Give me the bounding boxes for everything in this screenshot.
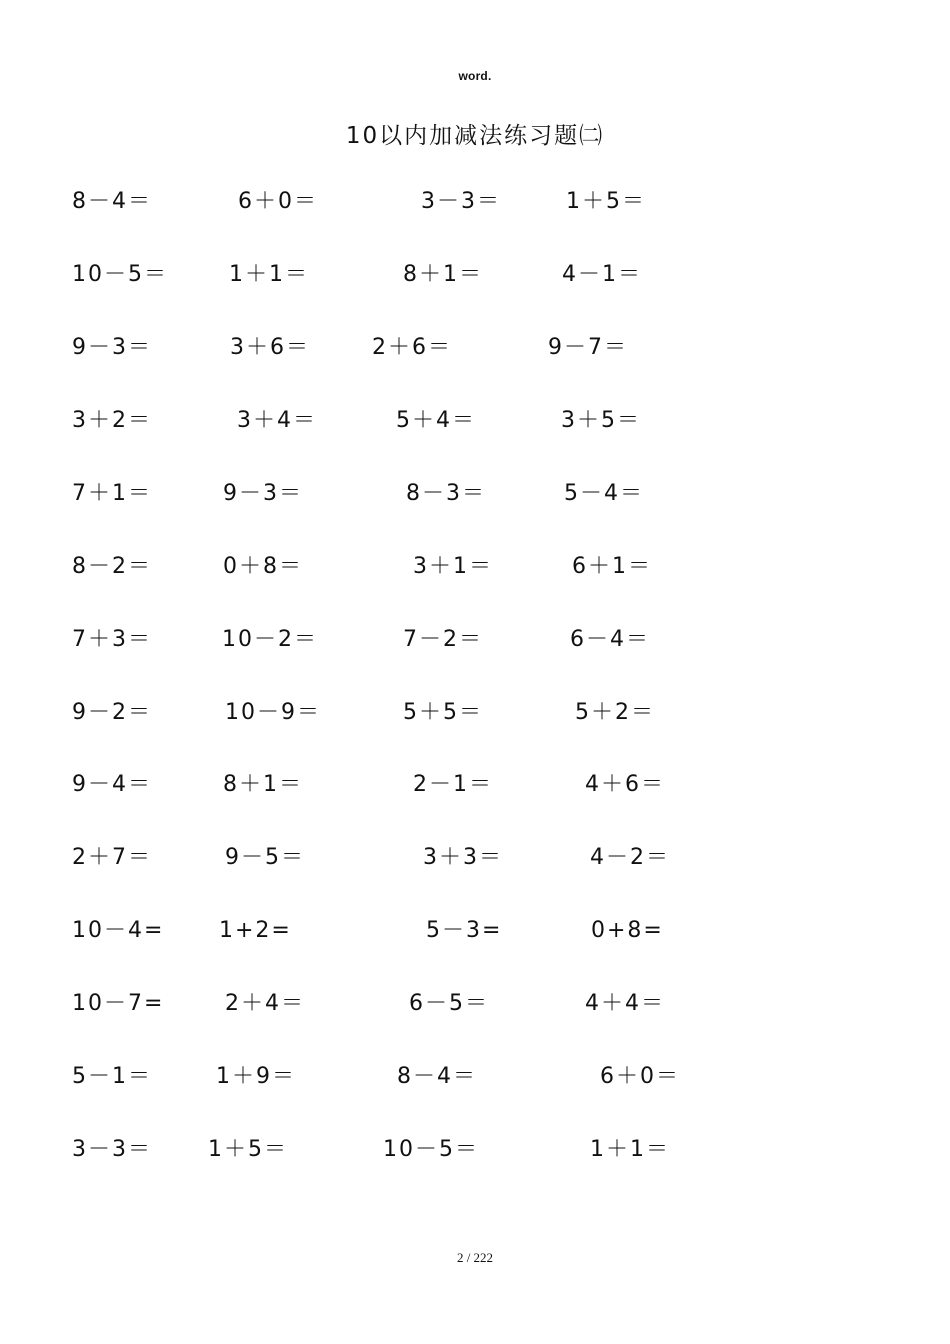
- problem-item: 10－9＝: [225, 700, 321, 725]
- problem-item: 3＋5＝: [561, 408, 641, 433]
- problem-item: 1＋1＝: [229, 262, 309, 287]
- problem-item: 3＋2＝: [72, 408, 152, 433]
- problem-item: 9－5＝: [225, 845, 305, 870]
- problem-item: 1＋9＝: [216, 1064, 296, 1089]
- problem-item: 1＋1＝: [590, 1137, 670, 1162]
- problem-item: 2－1＝: [413, 772, 493, 797]
- problem-item: 10－4=: [72, 918, 165, 943]
- problem-item: 2＋6＝: [372, 335, 452, 360]
- problem-item: 5＋4＝: [396, 408, 476, 433]
- problem-item: 8－2＝: [72, 554, 152, 579]
- problem-item: 3－3＝: [72, 1137, 152, 1162]
- problem-item: 4－1＝: [562, 262, 642, 287]
- problem-item: 4＋6＝: [585, 772, 665, 797]
- problem-item: 5＋5＝: [403, 700, 483, 725]
- problem-item: 9－3＝: [72, 335, 152, 360]
- problem-item: 1＋5＝: [208, 1137, 288, 1162]
- problem-item: 1+2=: [219, 918, 292, 943]
- problem-item: 7－2＝: [403, 627, 483, 652]
- problem-item: 0+8=: [591, 918, 664, 943]
- problem-item: 2＋7＝: [72, 845, 152, 870]
- problem-item: 3＋6＝: [230, 335, 310, 360]
- problem-item: 2＋4＝: [225, 991, 305, 1016]
- problem-item: 3＋3＝: [423, 845, 503, 870]
- problem-item: 6－4＝: [570, 627, 650, 652]
- problem-item: 8＋1＝: [223, 772, 303, 797]
- page-title: 10以内加减法练习题㈡: [345, 123, 605, 149]
- problem-item: 6＋0＝: [238, 189, 318, 214]
- problem-item: 10－5＝: [383, 1137, 479, 1162]
- problem-item: 8－4＝: [72, 189, 152, 214]
- problem-item: 9－2＝: [72, 700, 152, 725]
- problem-item: 6－5＝: [409, 991, 489, 1016]
- problem-item: 6＋1＝: [572, 554, 652, 579]
- problem-item: 0＋8＝: [223, 554, 303, 579]
- problem-item: 5＋2＝: [575, 700, 655, 725]
- problem-item: 6＋0＝: [600, 1064, 680, 1089]
- page-number: 2 / 222: [456, 1250, 494, 1265]
- problem-item: 3－3＝: [421, 189, 501, 214]
- problem-item: 9－3＝: [223, 481, 303, 506]
- problem-item: 1＋5＝: [566, 189, 646, 214]
- problem-item: 5－4＝: [564, 481, 644, 506]
- problem-item: 8－3＝: [406, 481, 486, 506]
- problem-item: 8－4＝: [397, 1064, 477, 1089]
- problem-item: 3＋1＝: [413, 554, 493, 579]
- problem-item: 10－7=: [72, 991, 165, 1016]
- problem-item: 10－2＝: [222, 627, 318, 652]
- problem-item: 10－5＝: [72, 262, 168, 287]
- header-watermark: word.: [458, 69, 492, 83]
- problem-item: 9－7＝: [548, 335, 628, 360]
- problem-item: 8＋1＝: [403, 262, 483, 287]
- problem-item: 5－3=: [426, 918, 503, 943]
- problem-item: 7＋1＝: [72, 481, 152, 506]
- problem-item: 7＋3＝: [72, 627, 152, 652]
- problem-item: 3＋4＝: [237, 408, 317, 433]
- problem-item: 9－4＝: [72, 772, 152, 797]
- problem-item: 5－1＝: [72, 1064, 152, 1089]
- problem-item: 4＋4＝: [585, 991, 665, 1016]
- problem-item: 4－2＝: [590, 845, 670, 870]
